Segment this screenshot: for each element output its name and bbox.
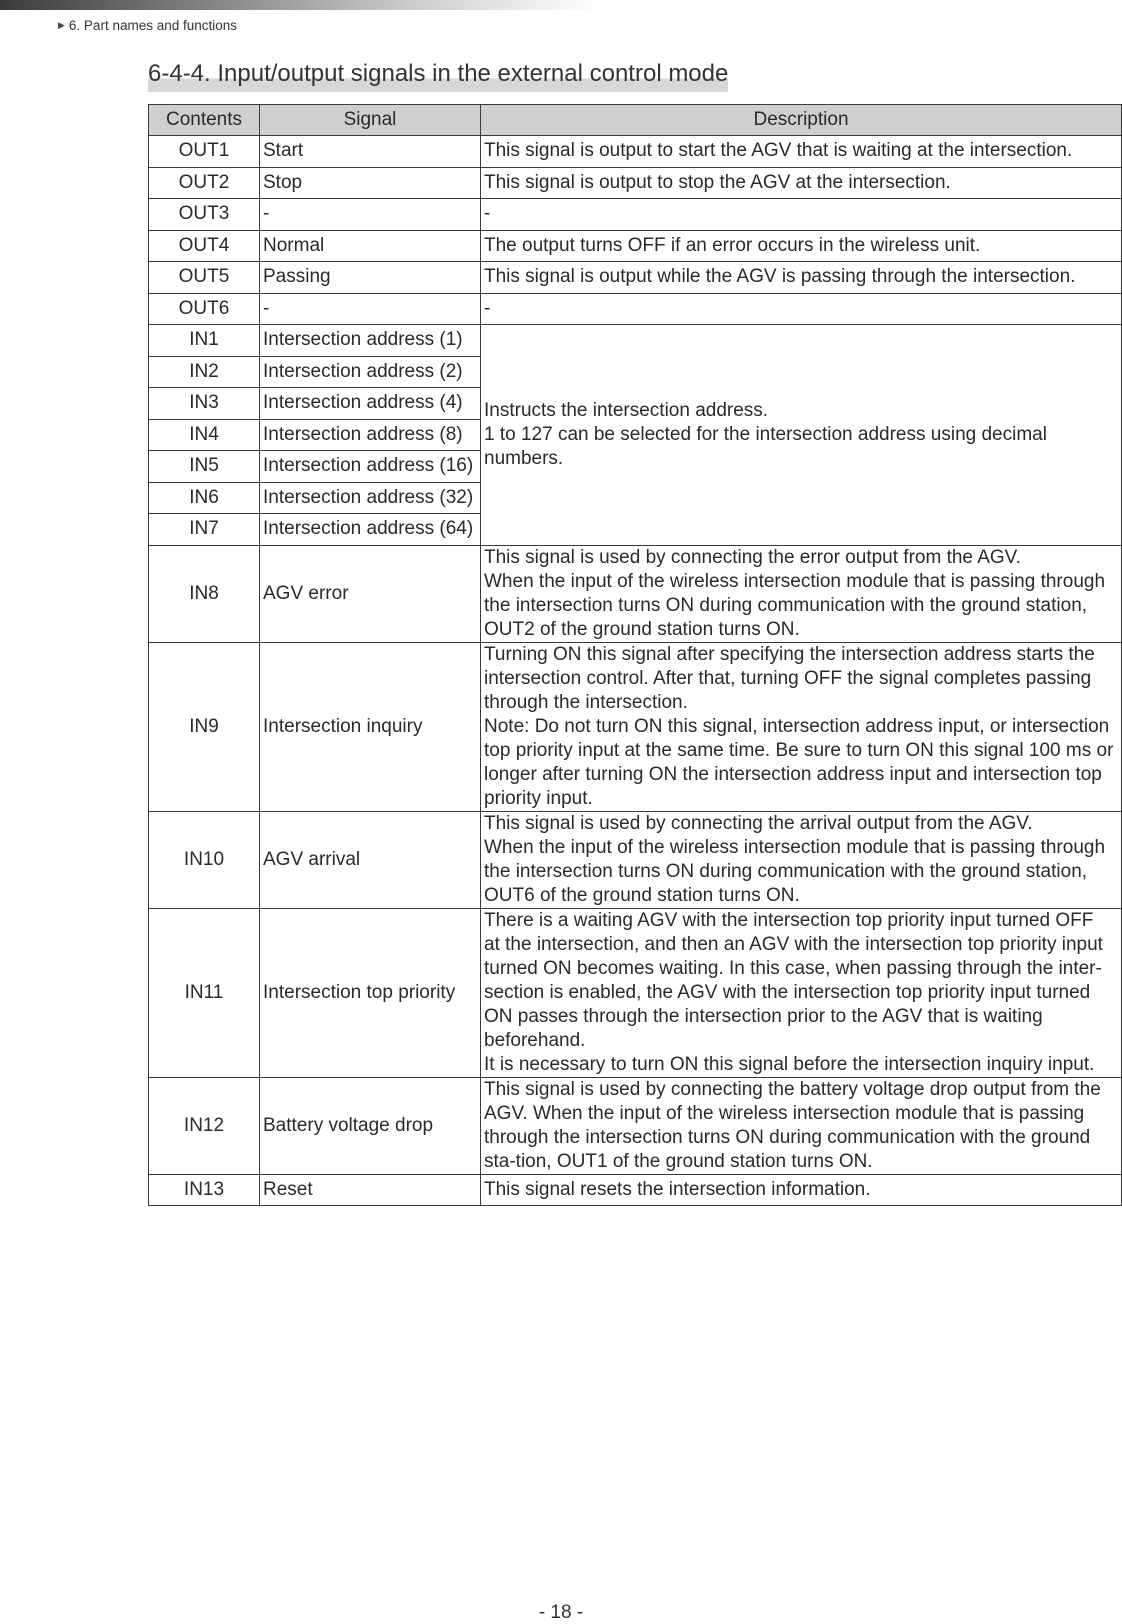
cell-signal: Intersection address (8) bbox=[260, 419, 481, 451]
cell-contents: IN9 bbox=[149, 642, 260, 811]
cell-contents: IN7 bbox=[149, 514, 260, 546]
cell-contents: OUT4 bbox=[149, 230, 260, 262]
cell-description: This signal is output to start the AGV that is waiting at the intersection. bbox=[481, 136, 1122, 168]
table-row bbox=[149, 199, 1122, 231]
cell-signal: Intersection address (32) bbox=[260, 482, 481, 514]
cell-contents: OUT3 bbox=[149, 199, 260, 231]
breadcrumb bbox=[58, 18, 237, 33]
column-header-contents: Contents bbox=[149, 105, 260, 136]
cell-contents: IN12 bbox=[149, 1077, 260, 1174]
cell-signal: Normal bbox=[260, 230, 481, 262]
cell-signal: Intersection address (4) bbox=[260, 388, 481, 420]
cell-contents: OUT5 bbox=[149, 262, 260, 294]
cell-signal: - bbox=[260, 293, 481, 325]
table-row bbox=[149, 293, 1122, 325]
cell-contents: OUT6 bbox=[149, 293, 260, 325]
table-row bbox=[149, 230, 1122, 262]
cell-description: This signal is used by connecting the battery voltage drop output from the AGV. When the input of the wireless intersection module that is passing through the intersection turns ON during communication with the ground sta-tion, OUT1 of the ground station turns ON. bbox=[481, 1077, 1122, 1174]
cell-contents: IN2 bbox=[149, 356, 260, 388]
cell-signal: Intersection address (64) bbox=[260, 514, 481, 546]
cell-signal: AGV arrival bbox=[260, 811, 481, 908]
cell-description: The output turns OFF if an error occurs in the wireless unit. bbox=[481, 230, 1122, 262]
cell-description: This signal resets the intersection information. bbox=[481, 1174, 1122, 1206]
cell-description: This signal is used by connecting the error output from the AGV. When the input of the wireless intersection module that is passing through the intersection turns ON during communication with the ground station, OUT2 of the ground station turns ON. bbox=[481, 545, 1122, 642]
cell-signal: Reset bbox=[260, 1174, 481, 1206]
table-row bbox=[149, 167, 1122, 199]
table-row bbox=[149, 811, 1122, 908]
cell-description: - bbox=[481, 293, 1122, 325]
cell-contents: IN11 bbox=[149, 908, 260, 1077]
column-header-description: Description bbox=[481, 105, 1122, 136]
table-row bbox=[149, 908, 1122, 1077]
cell-signal: - bbox=[260, 199, 481, 231]
header-gradient-bar bbox=[0, 0, 600, 10]
signals-table bbox=[148, 104, 1122, 1206]
cell-signal: Stop bbox=[260, 167, 481, 199]
page-title: 6-4-4. Input/output signals in the external control mode bbox=[148, 58, 728, 92]
cell-contents: IN5 bbox=[149, 451, 260, 483]
cell-contents: IN6 bbox=[149, 482, 260, 514]
breadcrumb-label: 6. Part names and functions bbox=[68, 18, 238, 33]
table-row bbox=[149, 262, 1122, 294]
cell-contents: IN10 bbox=[149, 811, 260, 908]
cell-description: There is a waiting AGV with the intersection top priority input turned OFF at the intersection, and then an AGV with the intersection top priority input turned ON becomes waiting. In this case, when passing through the inter-section is enabled, the AGV with the intersection top priority input turned ON passes through the intersection prior to the AGV that is waiting beforehand. It is necessary to turn ON this signal before the intersection inquiry input. bbox=[481, 908, 1122, 1077]
table-row bbox=[149, 642, 1122, 811]
cell-description: - bbox=[481, 199, 1122, 231]
table-row bbox=[149, 1077, 1122, 1174]
cell-contents: OUT2 bbox=[149, 167, 260, 199]
triangle-right-icon: ▶ bbox=[58, 20, 65, 30]
cell-signal: Intersection top priority bbox=[260, 908, 481, 1077]
cell-description: This signal is used by connecting the arrival output from the AGV. When the input of the wireless intersection module that is passing through the intersection turns ON during communication with the ground station, OUT6 of the ground station turns ON. bbox=[481, 811, 1122, 908]
cell-contents: IN3 bbox=[149, 388, 260, 420]
cell-description: This signal is output while the AGV is passing through the intersection. bbox=[481, 262, 1122, 294]
table-row bbox=[149, 1174, 1122, 1206]
table-row bbox=[149, 545, 1122, 642]
cell-description: Turning ON this signal after specifying the intersection address starts the intersection control. After that, turning OFF the signal completes passing through the intersection. Note: Do not turn ON this signal, intersection address input, or intersection top priority input at the same time. Be sure to turn ON this signal 100 ms or longer after turning ON the intersection address input and intersection top priority input. bbox=[481, 642, 1122, 811]
cell-signal: AGV error bbox=[260, 545, 481, 642]
cell-contents: IN1 bbox=[149, 325, 260, 357]
table-row bbox=[149, 136, 1122, 168]
cell-description-address: Instructs the intersection address. 1 to 127 can be selected for the intersection address using decimal numbers. bbox=[481, 325, 1122, 546]
cell-signal: Battery voltage drop bbox=[260, 1077, 481, 1174]
cell-contents: IN8 bbox=[149, 545, 260, 642]
table-row bbox=[149, 325, 1122, 357]
cell-signal: Intersection inquiry bbox=[260, 642, 481, 811]
cell-signal: Intersection address (1) bbox=[260, 325, 481, 357]
cell-signal: Intersection address (2) bbox=[260, 356, 481, 388]
cell-contents: IN4 bbox=[149, 419, 260, 451]
page-number: - 18 - bbox=[538, 1602, 584, 1623]
table-header-row bbox=[149, 105, 1122, 136]
column-header-signal: Signal bbox=[260, 105, 481, 136]
cell-signal: Passing bbox=[260, 262, 481, 294]
cell-signal: Start bbox=[260, 136, 481, 168]
cell-signal: Intersection address (16) bbox=[260, 451, 481, 483]
cell-contents: IN13 bbox=[149, 1174, 260, 1206]
cell-contents: OUT1 bbox=[149, 136, 260, 168]
cell-description: This signal is output to stop the AGV at the intersection. bbox=[481, 167, 1122, 199]
